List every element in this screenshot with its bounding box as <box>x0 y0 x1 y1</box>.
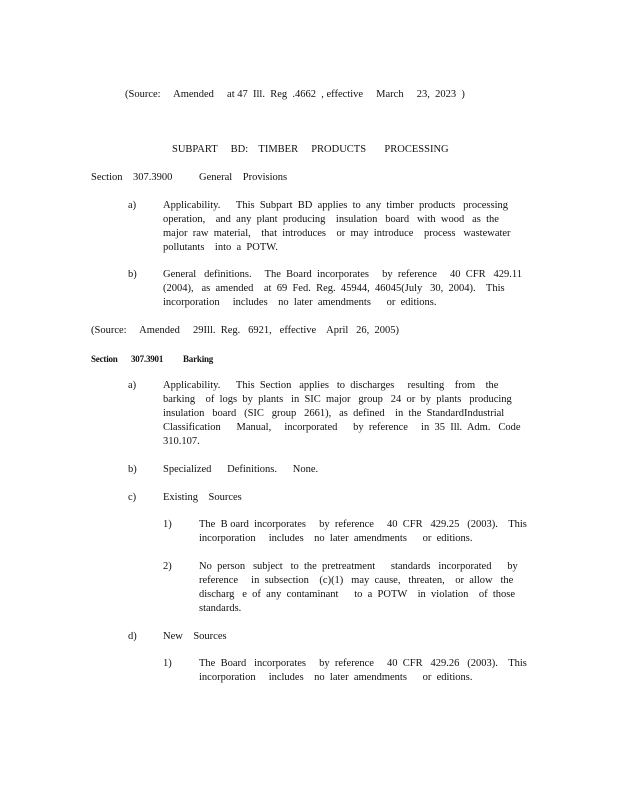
section-3901-d1-label: 1) <box>163 658 172 669</box>
section-3901-number: 307.3901 <box>131 354 164 364</box>
section-3901-d-label: d) <box>128 631 137 642</box>
section-3901-a-line-4: Classification Manual, incorporated by reference in 35 Ill. Adm. Code <box>163 422 521 433</box>
section-3900-b-line-1: General definitions. The Board incorporates by reference 40 CFR 429.11 <box>163 269 522 280</box>
section-3901-c2-line-3: discharg e of any contaminant to a POTW in violation of those <box>199 589 516 600</box>
section-3900-b-line-2: (2004), as amended at 69 Fed. Reg. 45944, 46045(July 30, 2004). This <box>163 283 505 294</box>
section-3900-number: Section 307.3900 <box>91 172 173 183</box>
section-3901-c2-line-2: reference in subsection (c)(1) may cause, threaten, or allow the <box>199 575 514 586</box>
section-3900-a-line-3: major raw material, that introduces or may introduce process wastewater <box>163 228 511 239</box>
section-3901-a-line-2: barking of logs by plants in SIC major group 24 or by plants producing <box>163 394 512 405</box>
section-3901-c1-label: 1) <box>163 519 172 530</box>
section-3901-d-text: New Sources <box>163 631 227 642</box>
section-3901-c1-line-1: The B oard incorporates by reference 40 CFR 429.25 (2003). This <box>199 519 527 530</box>
section-3901-d1-line-2: incorporation includes no later amendments or editions. <box>199 672 473 683</box>
section-3901-c-text: Existing Sources <box>163 492 242 503</box>
section-3901-a-line-5: 310.107. <box>163 436 200 447</box>
section-3900-title: General Provisions <box>199 172 288 183</box>
section-3901-c2-label: 2) <box>163 561 172 572</box>
section-3900-b-label: b) <box>128 269 137 280</box>
section-3900-b-line-3: incorporation includes no later amendments or editions. <box>163 297 437 308</box>
section-3900-a-line-4: pollutants into a POTW. <box>163 242 278 253</box>
section-3901-c-label: c) <box>128 492 137 503</box>
section-3901-b-label: b) <box>128 464 137 475</box>
section-3900-a-label: a) <box>128 200 137 211</box>
section-3901-a-line-1: Applicability. This Section applies to discharges resulting from the <box>163 380 499 391</box>
section-3901-c2-line-4: standards. <box>199 603 242 614</box>
section-3900-a-line-1: Applicability. This Subpart BD applies to any timber products processing <box>163 200 508 211</box>
section-3901-title: Barking <box>183 354 214 364</box>
section-3901-b-text: Specialized Definitions. None. <box>163 464 319 475</box>
section-3901-a-label: a) <box>128 380 137 391</box>
section-3901-d1-line-1: The Board incorporates by reference 40 CFR 429.26 (2003). This <box>199 658 527 669</box>
source-note-2023: (Source: Amended at 47 Ill. Reg .4662 , effective March 23, 2023 ) <box>125 89 465 100</box>
source-note-2005: (Source: Amended 29Ill. Reg. 6921, effective April 26, 2005) <box>91 325 400 336</box>
section-3900-a-line-2: operation, and any plant producing insulation board with wood as the <box>163 214 499 225</box>
section-3901-label: Section <box>91 354 118 364</box>
section-3901-c2-line-1: No person subject to the pretreatment standards incorporated by <box>199 561 518 572</box>
section-3901-c1-line-2: incorporation includes no later amendments or editions. <box>199 533 473 544</box>
subpart-title: SUBPART BD: TIMBER PRODUCTS PROCESSING <box>172 144 449 155</box>
section-3901-a-line-3: insulation board (SIC group 2661), as defined in the StandardIndustrial <box>163 408 505 419</box>
